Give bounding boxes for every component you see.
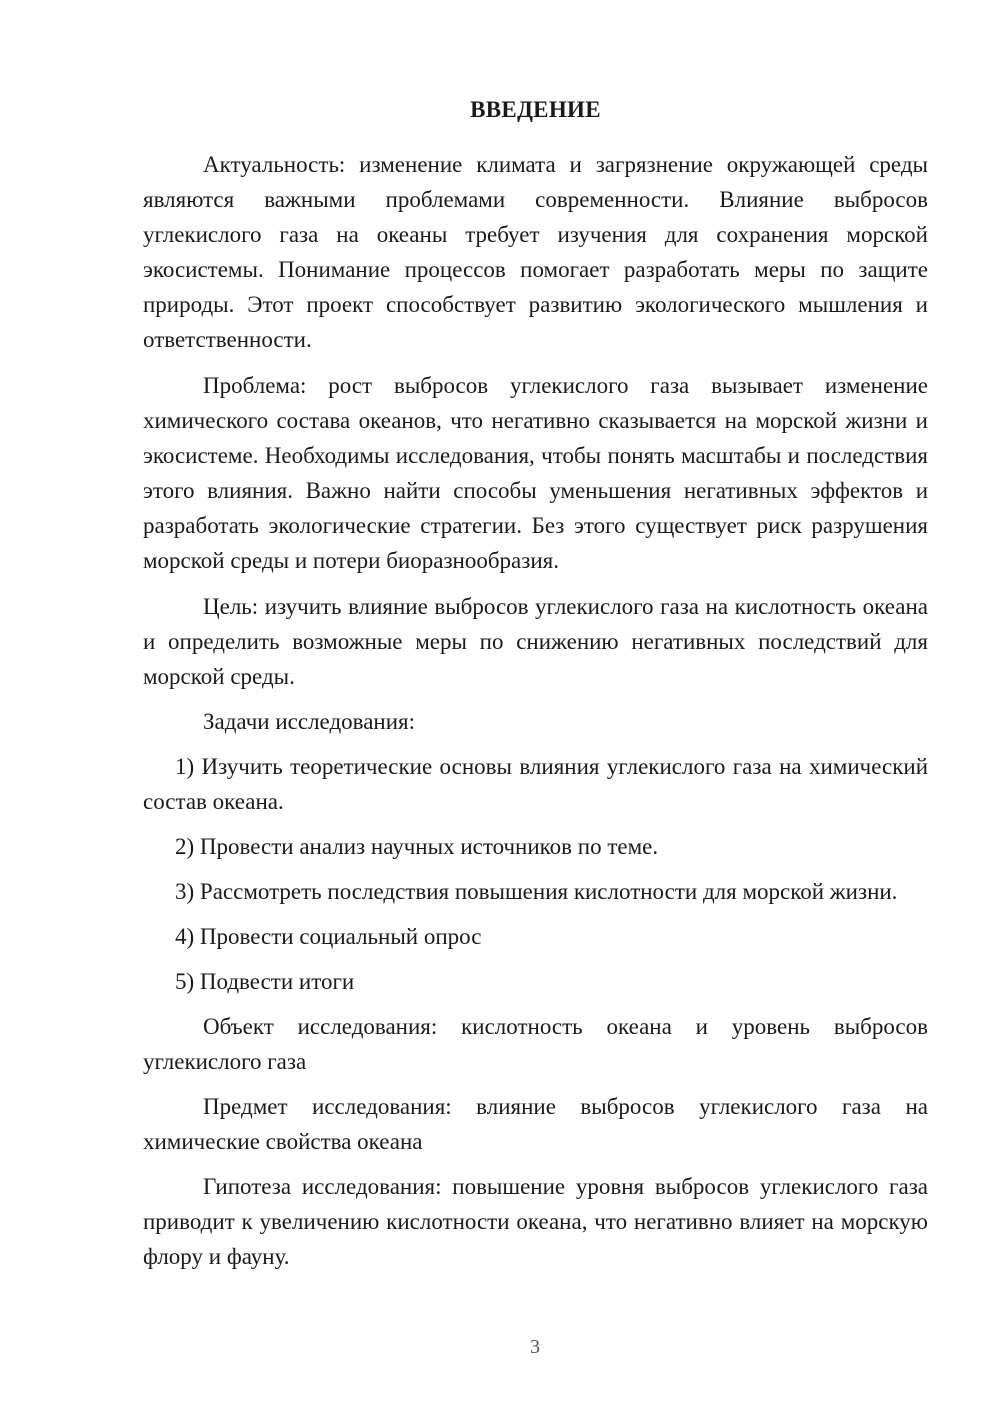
- paragraph-subject: Предмет исследования: влияние выбросов углекислого газа на химические свойства океана: [143, 1094, 928, 1154]
- paragraph-relevance: Актуальность: изменение климата и загрязнение окружающей среды являются важными проблемами современности. Влияние выбросов углекислого газа на океаны требует изучения для сохранения морской экосистемы. Понимание процессов помогает разработать меры по защите природы. Этот проект способствует развитию экологического мышления и ответственности.: [143, 152, 928, 352]
- page-number: 3: [530, 1336, 540, 1358]
- paragraph-hypothesis: Гипотеза исследования: повышение уровня выбросов углекислого газа приводит к увеличению кислотности океана, что негативно влияет на морскую флору и фауну.: [143, 1174, 928, 1269]
- paragraph-problem: Проблема: рост выбросов углекислого газа вызывает изменение химического состава океанов, что негативно сказывается на морской жизни и экосистеме. Необходимы исследования, чтобы понять масштабы и последствия этого влияния. Важно найти способы уменьшения негативных эффектов и разработать экологические стратегии. Без этого существует риск разрушения морской среды и потери биоразнообразия.: [143, 373, 928, 573]
- task-item: 2) Провести анализ научных источников по теме.: [175, 834, 659, 859]
- section-title: ВВЕДЕНИЕ: [470, 97, 601, 122]
- task-item: 5) Подвести итоги: [175, 969, 355, 994]
- paragraph-goal: Цель: изучить влияние выбросов углекислого газа на кислотность океана и определить возможные меры по снижению негативных последствий для морской среды.: [143, 594, 928, 689]
- task-item: 1) Изучить теоретические основы влияния углекислого газа на химический состав океана.: [143, 754, 928, 814]
- paragraph-tasks-heading: Задачи исследования:: [203, 709, 416, 734]
- task-item: 3) Рассмотреть последствия повышения кислотности для морской жизни.: [175, 879, 898, 904]
- paragraph-object: Объект исследования: кислотность океана и уровень выбросов углекислого газа: [143, 1014, 928, 1074]
- task-item: 4) Провести социальный опрос: [175, 924, 482, 949]
- document-body: [143, 92, 928, 1274]
